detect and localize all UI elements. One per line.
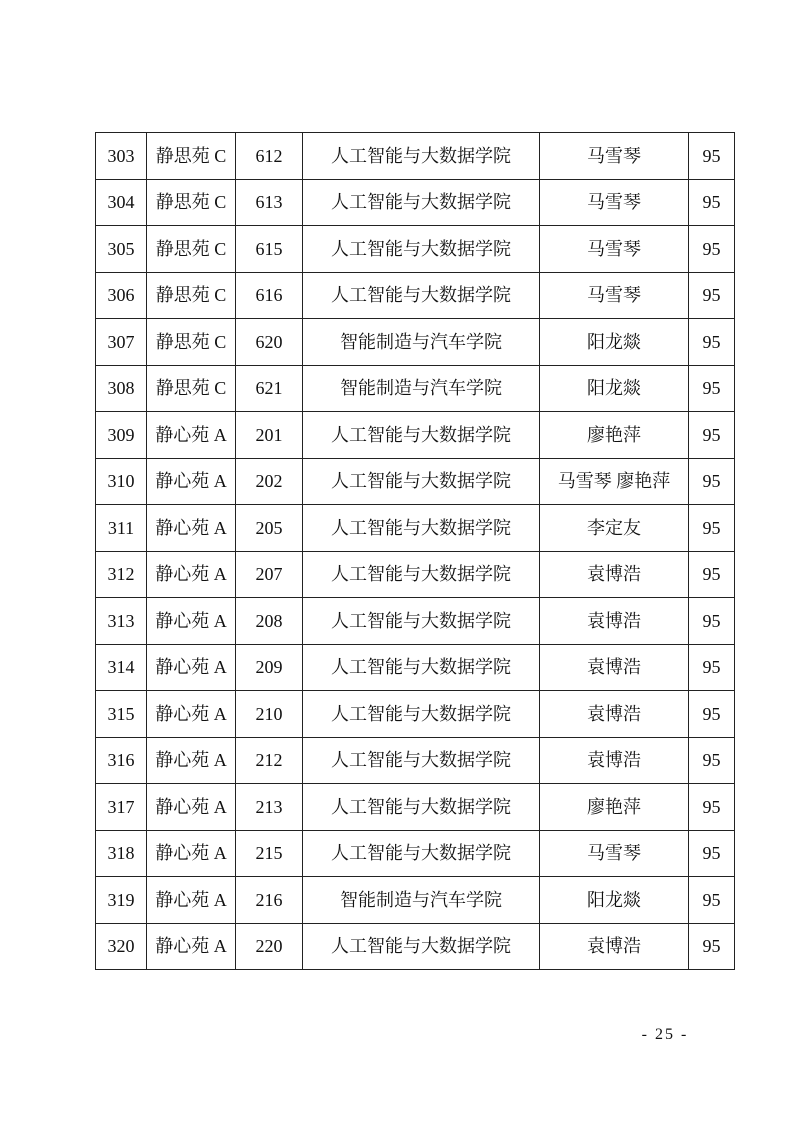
cell-teacher: 袁博浩 [540, 644, 689, 691]
cell-teacher: 马雪琴 [540, 272, 689, 319]
cell-building: 静心苑 A [147, 691, 236, 738]
cell-college: 人工智能与大数据学院 [303, 412, 540, 459]
cell-teacher: 阳龙燚 [540, 365, 689, 412]
cell-teacher: 袁博浩 [540, 691, 689, 738]
cell-college: 人工智能与大数据学院 [303, 551, 540, 598]
cell-score: 95 [689, 737, 735, 784]
table-row [96, 830, 735, 877]
cell-score: 95 [689, 923, 735, 970]
cell-college: 人工智能与大数据学院 [303, 179, 540, 226]
cell-room-number: 207 [236, 551, 303, 598]
cell-score: 95 [689, 505, 735, 552]
page-number: - 25 - [641, 1026, 689, 1043]
cell-building: 静思苑 C [147, 133, 236, 180]
cell-building: 静思苑 C [147, 272, 236, 319]
cell-building: 静心苑 A [147, 458, 236, 505]
cell-score: 95 [689, 226, 735, 273]
table-row [96, 737, 735, 784]
cell-room-number: 209 [236, 644, 303, 691]
cell-building: 静心苑 A [147, 412, 236, 459]
cell-building: 静心苑 A [147, 551, 236, 598]
dormitory-score-table [95, 132, 735, 970]
cell-serial-number: 303 [96, 133, 147, 180]
cell-serial-number: 309 [96, 412, 147, 459]
cell-teacher: 马雪琴 [540, 133, 689, 180]
cell-building: 静心苑 A [147, 877, 236, 924]
cell-building: 静心苑 A [147, 644, 236, 691]
cell-building: 静思苑 C [147, 319, 236, 366]
cell-college: 人工智能与大数据学院 [303, 598, 540, 645]
cell-serial-number: 315 [96, 691, 147, 738]
cell-college: 人工智能与大数据学院 [303, 505, 540, 552]
table-row [96, 272, 735, 319]
cell-building: 静思苑 C [147, 179, 236, 226]
table-row [96, 458, 735, 505]
table-row [96, 923, 735, 970]
cell-serial-number: 313 [96, 598, 147, 645]
cell-score: 95 [689, 412, 735, 459]
table-row [96, 505, 735, 552]
cell-college: 智能制造与汽车学院 [303, 877, 540, 924]
cell-score: 95 [689, 691, 735, 738]
cell-score: 95 [689, 598, 735, 645]
cell-college: 智能制造与汽车学院 [303, 365, 540, 412]
cell-teacher: 阳龙燚 [540, 877, 689, 924]
cell-score: 95 [689, 133, 735, 180]
cell-score: 95 [689, 272, 735, 319]
cell-serial-number: 310 [96, 458, 147, 505]
table-row [96, 412, 735, 459]
cell-room-number: 210 [236, 691, 303, 738]
cell-college: 人工智能与大数据学院 [303, 226, 540, 273]
table-row [96, 133, 735, 180]
cell-room-number: 220 [236, 923, 303, 970]
cell-score: 95 [689, 458, 735, 505]
dormitory-score-table-container [95, 132, 734, 970]
cell-college: 人工智能与大数据学院 [303, 784, 540, 831]
cell-building: 静心苑 A [147, 923, 236, 970]
cell-teacher: 马雪琴 [540, 226, 689, 273]
cell-score: 95 [689, 551, 735, 598]
cell-college: 人工智能与大数据学院 [303, 830, 540, 877]
cell-teacher: 袁博浩 [540, 923, 689, 970]
cell-room-number: 613 [236, 179, 303, 226]
cell-score: 95 [689, 365, 735, 412]
cell-teacher: 阳龙燚 [540, 319, 689, 366]
cell-room-number: 612 [236, 133, 303, 180]
table-row [96, 691, 735, 738]
cell-building: 静心苑 A [147, 505, 236, 552]
cell-room-number: 216 [236, 877, 303, 924]
cell-college: 人工智能与大数据学院 [303, 272, 540, 319]
cell-serial-number: 307 [96, 319, 147, 366]
cell-room-number: 208 [236, 598, 303, 645]
cell-room-number: 213 [236, 784, 303, 831]
cell-serial-number: 311 [96, 505, 147, 552]
cell-score: 95 [689, 877, 735, 924]
table-row [96, 644, 735, 691]
cell-teacher: 廖艳萍 [540, 412, 689, 459]
cell-teacher: 马雪琴 [540, 830, 689, 877]
cell-room-number: 215 [236, 830, 303, 877]
cell-serial-number: 314 [96, 644, 147, 691]
table-row [96, 551, 735, 598]
cell-room-number: 201 [236, 412, 303, 459]
table-row [96, 319, 735, 366]
cell-building: 静心苑 A [147, 784, 236, 831]
cell-serial-number: 306 [96, 272, 147, 319]
cell-room-number: 621 [236, 365, 303, 412]
cell-teacher: 李定友 [540, 505, 689, 552]
cell-building: 静心苑 A [147, 598, 236, 645]
cell-room-number: 212 [236, 737, 303, 784]
table-body [96, 133, 735, 970]
cell-building: 静思苑 C [147, 226, 236, 273]
cell-teacher: 袁博浩 [540, 598, 689, 645]
cell-serial-number: 318 [96, 830, 147, 877]
cell-teacher: 马雪琴 廖艳萍 [540, 458, 689, 505]
cell-score: 95 [689, 830, 735, 877]
cell-college: 智能制造与汽车学院 [303, 319, 540, 366]
table-row [96, 365, 735, 412]
table-row [96, 598, 735, 645]
cell-serial-number: 308 [96, 365, 147, 412]
cell-room-number: 620 [236, 319, 303, 366]
cell-college: 人工智能与大数据学院 [303, 691, 540, 738]
cell-room-number: 202 [236, 458, 303, 505]
cell-serial-number: 320 [96, 923, 147, 970]
table-row [96, 784, 735, 831]
table-row [96, 877, 735, 924]
cell-building: 静心苑 A [147, 830, 236, 877]
cell-room-number: 616 [236, 272, 303, 319]
cell-college: 人工智能与大数据学院 [303, 458, 540, 505]
cell-building: 静思苑 C [147, 365, 236, 412]
cell-teacher: 袁博浩 [540, 737, 689, 784]
cell-teacher: 廖艳萍 [540, 784, 689, 831]
cell-college: 人工智能与大数据学院 [303, 644, 540, 691]
cell-score: 95 [689, 319, 735, 366]
cell-serial-number: 319 [96, 877, 147, 924]
cell-serial-number: 316 [96, 737, 147, 784]
cell-teacher: 袁博浩 [540, 551, 689, 598]
cell-college: 人工智能与大数据学院 [303, 133, 540, 180]
cell-teacher: 马雪琴 [540, 179, 689, 226]
cell-score: 95 [689, 784, 735, 831]
cell-college: 人工智能与大数据学院 [303, 923, 540, 970]
cell-serial-number: 305 [96, 226, 147, 273]
cell-building: 静心苑 A [147, 737, 236, 784]
cell-college: 人工智能与大数据学院 [303, 737, 540, 784]
cell-serial-number: 317 [96, 784, 147, 831]
cell-room-number: 615 [236, 226, 303, 273]
table-row [96, 226, 735, 273]
cell-room-number: 205 [236, 505, 303, 552]
cell-score: 95 [689, 179, 735, 226]
cell-serial-number: 312 [96, 551, 147, 598]
cell-serial-number: 304 [96, 179, 147, 226]
table-row [96, 179, 735, 226]
cell-score: 95 [689, 644, 735, 691]
